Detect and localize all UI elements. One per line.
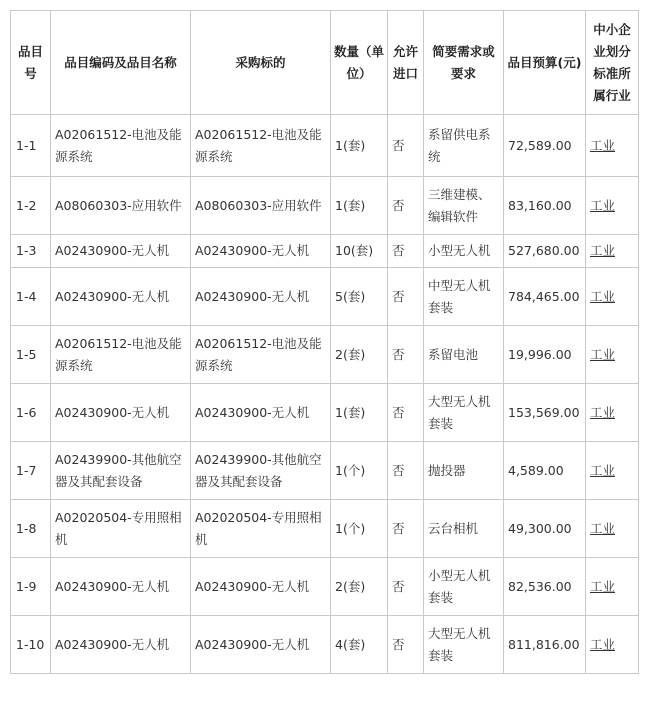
industry-link[interactable]: 工业	[590, 636, 616, 652]
item-no-cell: 1-3	[11, 235, 51, 268]
budget-cell: 527,680.00	[504, 235, 586, 268]
item-code-name-cell: A02430900-无人机	[51, 558, 191, 616]
item-no-cell: 1-8	[11, 500, 51, 558]
header-budget: 品目预算(元)	[504, 11, 586, 115]
industry-cell	[586, 384, 639, 442]
quantity-cell: 10(套)	[331, 235, 388, 268]
requirements-cell: 中型无人机套装	[424, 268, 504, 326]
header-requirements: 简要需求或要求	[424, 11, 504, 115]
industry-link[interactable]: 工业	[590, 578, 616, 594]
industry-cell	[586, 115, 639, 177]
procurement-table	[10, 10, 639, 674]
budget-cell: 153,569.00	[504, 384, 586, 442]
item-no-cell: 1-1	[11, 115, 51, 177]
table-header-row	[11, 11, 639, 115]
industry-cell	[586, 268, 639, 326]
industry-cell	[586, 235, 639, 268]
item-no-cell: 1-4	[11, 268, 51, 326]
budget-cell: 4,589.00	[504, 442, 586, 500]
industry-link[interactable]: 工业	[590, 404, 616, 420]
procurement-target-cell: A02430900-无人机	[191, 235, 331, 268]
industry-cell	[586, 326, 639, 384]
procurement-target-cell: A02020504-专用照相机	[191, 500, 331, 558]
industry-link[interactable]: 工业	[590, 462, 616, 478]
industry-cell	[586, 500, 639, 558]
procurement-target-cell: A02430900-无人机	[191, 558, 331, 616]
quantity-cell: 4(套)	[331, 616, 388, 674]
import-allowed-cell: 否	[388, 115, 424, 177]
item-code-name-cell: A02430900-无人机	[51, 235, 191, 268]
header-import-allowed: 允许进口	[388, 11, 424, 115]
import-allowed-cell: 否	[388, 558, 424, 616]
quantity-cell: 2(套)	[331, 558, 388, 616]
requirements-cell: 系留电池	[424, 326, 504, 384]
budget-cell: 83,160.00	[504, 177, 586, 235]
item-code-name-cell: A08060303-应用软件	[51, 177, 191, 235]
budget-cell: 811,816.00	[504, 616, 586, 674]
industry-link[interactable]: 工业	[590, 243, 616, 258]
industry-link[interactable]: 工业	[590, 288, 616, 304]
budget-cell: 49,300.00	[504, 500, 586, 558]
item-no-cell: 1-2	[11, 177, 51, 235]
item-no-cell: 1-7	[11, 442, 51, 500]
item-code-name-cell: A02430900-无人机	[51, 384, 191, 442]
header-quantity-unit: 数量（单位）	[331, 11, 388, 115]
table-row	[11, 384, 639, 442]
procurement-target-cell: A02430900-无人机	[191, 268, 331, 326]
industry-link[interactable]: 工业	[590, 346, 616, 362]
item-code-name-cell: A02061512-电池及能源系统	[51, 115, 191, 177]
import-allowed-cell: 否	[388, 177, 424, 235]
quantity-cell: 1(套)	[331, 177, 388, 235]
table-row	[11, 115, 639, 177]
item-no-cell: 1-6	[11, 384, 51, 442]
item-code-name-cell: A02430900-无人机	[51, 616, 191, 674]
requirements-cell: 大型无人机套装	[424, 616, 504, 674]
item-code-name-cell: A02061512-电池及能源系统	[51, 326, 191, 384]
procurement-target-cell: A02061512-电池及能源系统	[191, 326, 331, 384]
table-row	[11, 268, 639, 326]
requirements-cell: 小型无人机套装	[424, 558, 504, 616]
import-allowed-cell: 否	[388, 616, 424, 674]
import-allowed-cell: 否	[388, 384, 424, 442]
item-code-name-cell: A02020504-专用照相机	[51, 500, 191, 558]
budget-cell: 82,536.00	[504, 558, 586, 616]
requirements-cell: 大型无人机套装	[424, 384, 504, 442]
table-row	[11, 442, 639, 500]
item-no-cell: 1-9	[11, 558, 51, 616]
import-allowed-cell: 否	[388, 442, 424, 500]
quantity-cell: 1(个)	[331, 442, 388, 500]
item-no-cell: 1-10	[11, 616, 51, 674]
industry-cell	[586, 442, 639, 500]
quantity-cell: 5(套)	[331, 268, 388, 326]
quantity-cell: 1(个)	[331, 500, 388, 558]
item-no-cell: 1-5	[11, 326, 51, 384]
requirements-cell: 系留供电系统	[424, 115, 504, 177]
budget-cell: 19,996.00	[504, 326, 586, 384]
item-code-name-cell: A02439900-其他航空器及其配套设备	[51, 442, 191, 500]
industry-link[interactable]: 工业	[590, 137, 616, 153]
procurement-target-cell: A02061512-电池及能源系统	[191, 115, 331, 177]
header-item-no: 品目号	[11, 11, 51, 115]
table-body	[11, 115, 639, 674]
quantity-cell: 1(套)	[331, 384, 388, 442]
industry-link[interactable]: 工业	[590, 197, 616, 213]
table-row	[11, 500, 639, 558]
procurement-target-cell: A02439900-其他航空器及其配套设备	[191, 442, 331, 500]
header-procurement-target: 采购标的	[191, 11, 331, 115]
procurement-target-cell: A02430900-无人机	[191, 384, 331, 442]
table-row	[11, 235, 639, 268]
industry-cell	[586, 177, 639, 235]
budget-cell: 72,589.00	[504, 115, 586, 177]
item-code-name-cell: A02430900-无人机	[51, 268, 191, 326]
quantity-cell: 2(套)	[331, 326, 388, 384]
industry-link[interactable]: 工业	[590, 520, 616, 536]
header-industry: 中小企业划分标准所属行业	[586, 11, 639, 115]
import-allowed-cell: 否	[388, 326, 424, 384]
table-row	[11, 177, 639, 235]
industry-cell	[586, 616, 639, 674]
industry-cell	[586, 558, 639, 616]
requirements-cell: 小型无人机	[424, 235, 504, 268]
budget-cell: 784,465.00	[504, 268, 586, 326]
import-allowed-cell: 否	[388, 268, 424, 326]
table-row	[11, 616, 639, 674]
requirements-cell: 抛投器	[424, 442, 504, 500]
procurement-target-cell: A08060303-应用软件	[191, 177, 331, 235]
table-row	[11, 558, 639, 616]
table-row	[11, 326, 639, 384]
import-allowed-cell: 否	[388, 500, 424, 558]
import-allowed-cell: 否	[388, 235, 424, 268]
requirements-cell: 云台相机	[424, 500, 504, 558]
header-item-code-name: 品目编码及品目名称	[51, 11, 191, 115]
quantity-cell: 1(套)	[331, 115, 388, 177]
requirements-cell: 三维建模、编辑软件	[424, 177, 504, 235]
procurement-target-cell: A02430900-无人机	[191, 616, 331, 674]
